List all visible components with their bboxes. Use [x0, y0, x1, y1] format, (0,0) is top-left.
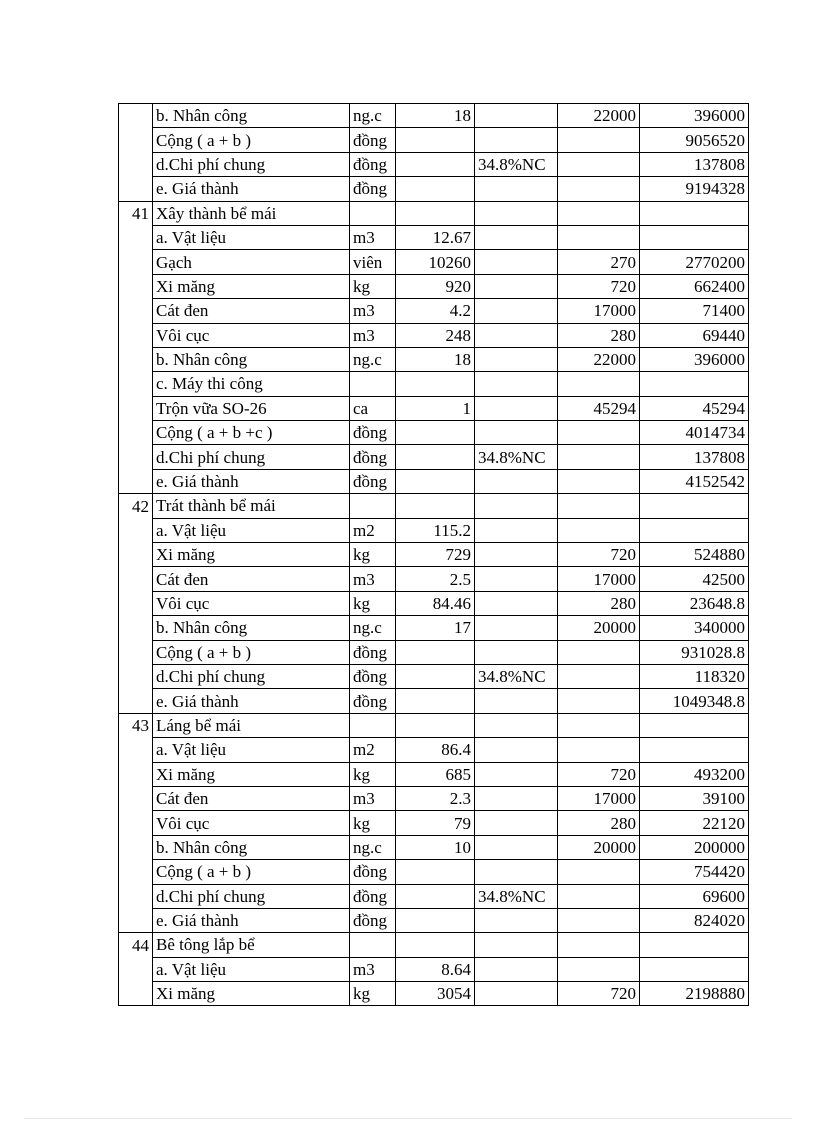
unit-cell: đồng	[350, 421, 396, 445]
item-number-cell	[119, 445, 153, 469]
total-cell: 137808	[640, 152, 749, 176]
item-number-cell	[119, 908, 153, 932]
unit-price-cell: 17000	[558, 786, 640, 810]
item-name-cell: Xi măng	[153, 762, 350, 786]
item-number-cell	[119, 396, 153, 420]
rate-cell	[475, 274, 558, 298]
rate-cell	[475, 201, 558, 225]
total-cell	[640, 494, 749, 518]
unit-price-cell	[558, 225, 640, 249]
unit-cell: ng.c	[350, 104, 396, 128]
unit-price-cell: 17000	[558, 299, 640, 323]
item-name-cell: b. Nhân công	[153, 104, 350, 128]
quantity-cell: 3054	[396, 982, 475, 1006]
item-number-cell	[119, 177, 153, 201]
quantity-cell: 2.3	[396, 786, 475, 810]
total-cell	[640, 713, 749, 737]
total-cell: 137808	[640, 445, 749, 469]
table-body	[119, 104, 749, 1006]
item-name-cell: Láng bể mái	[153, 713, 350, 737]
item-name-cell: d.Chi phí chung	[153, 664, 350, 688]
unit-cell: kg	[350, 591, 396, 615]
unit-price-cell	[558, 908, 640, 932]
item-number-cell: 41	[119, 201, 153, 225]
quantity-cell	[396, 201, 475, 225]
unit-cell	[350, 713, 396, 737]
unit-price-cell: 20000	[558, 835, 640, 859]
table-row	[119, 811, 749, 835]
rate-cell	[475, 543, 558, 567]
rate-cell	[475, 225, 558, 249]
table-row	[119, 689, 749, 713]
rate-cell	[475, 323, 558, 347]
rate-cell: 34.8%NC	[475, 664, 558, 688]
unit-price-cell: 270	[558, 250, 640, 274]
item-number-cell: 42	[119, 494, 153, 518]
total-cell: 824020	[640, 908, 749, 932]
table-row	[119, 884, 749, 908]
item-name-cell: Xây thành bể mái	[153, 201, 350, 225]
total-cell: 4014734	[640, 421, 749, 445]
total-cell	[640, 957, 749, 981]
table-row	[119, 469, 749, 493]
quantity-cell: 248	[396, 323, 475, 347]
quantity-cell: 4.2	[396, 299, 475, 323]
table-row	[119, 786, 749, 810]
total-cell: 45294	[640, 396, 749, 420]
unit-price-cell	[558, 128, 640, 152]
table-row	[119, 494, 749, 518]
unit-price-cell: 22000	[558, 104, 640, 128]
rate-cell	[475, 616, 558, 640]
unit-price-cell	[558, 518, 640, 542]
item-name-cell: Cộng ( a + b )	[153, 128, 350, 152]
item-number-cell	[119, 323, 153, 347]
item-number-cell: 43	[119, 713, 153, 737]
quantity-cell	[396, 152, 475, 176]
total-cell	[640, 225, 749, 249]
rate-cell	[475, 908, 558, 932]
total-cell: 69600	[640, 884, 749, 908]
total-cell	[640, 372, 749, 396]
table-row	[119, 567, 749, 591]
unit-price-cell: 720	[558, 274, 640, 298]
item-name-cell: Vôi cục	[153, 811, 350, 835]
rate-cell: 34.8%NC	[475, 445, 558, 469]
quantity-cell: 2.5	[396, 567, 475, 591]
item-number-cell	[119, 347, 153, 371]
total-cell: 42500	[640, 567, 749, 591]
table-row	[119, 250, 749, 274]
item-number-cell	[119, 835, 153, 859]
quantity-cell: 79	[396, 811, 475, 835]
quantity-cell: 8.64	[396, 957, 475, 981]
unit-cell: ca	[350, 396, 396, 420]
unit-cell: đồng	[350, 664, 396, 688]
unit-price-cell: 45294	[558, 396, 640, 420]
table-row	[119, 860, 749, 884]
unit-cell: kg	[350, 274, 396, 298]
table-row	[119, 152, 749, 176]
quantity-cell	[396, 128, 475, 152]
unit-price-cell: 17000	[558, 567, 640, 591]
unit-price-cell	[558, 494, 640, 518]
unit-cell: m3	[350, 323, 396, 347]
total-cell: 931028.8	[640, 640, 749, 664]
quantity-cell	[396, 494, 475, 518]
quantity-cell: 86.4	[396, 738, 475, 762]
item-name-cell: Xi măng	[153, 982, 350, 1006]
rate-cell	[475, 835, 558, 859]
item-number-cell: 44	[119, 933, 153, 957]
unit-price-cell	[558, 884, 640, 908]
unit-cell: đồng	[350, 908, 396, 932]
rate-cell	[475, 933, 558, 957]
unit-price-cell	[558, 421, 640, 445]
table-row	[119, 177, 749, 201]
total-cell: 340000	[640, 616, 749, 640]
item-name-cell: Cát đen	[153, 299, 350, 323]
quantity-cell	[396, 445, 475, 469]
unit-price-cell	[558, 152, 640, 176]
quantity-cell: 18	[396, 347, 475, 371]
rate-cell: 34.8%NC	[475, 152, 558, 176]
quantity-cell	[396, 908, 475, 932]
table-row	[119, 933, 749, 957]
table-row	[119, 543, 749, 567]
rate-cell	[475, 104, 558, 128]
item-number-cell	[119, 616, 153, 640]
total-cell	[640, 738, 749, 762]
unit-cell: m3	[350, 299, 396, 323]
unit-price-cell	[558, 177, 640, 201]
table-row	[119, 323, 749, 347]
quantity-cell	[396, 860, 475, 884]
unit-cell: đồng	[350, 177, 396, 201]
quantity-cell: 18	[396, 104, 475, 128]
item-number-cell	[119, 884, 153, 908]
unit-price-cell	[558, 738, 640, 762]
rate-cell	[475, 567, 558, 591]
item-number-cell	[119, 274, 153, 298]
item-number-cell	[119, 225, 153, 249]
item-name-cell: Xi măng	[153, 543, 350, 567]
quantity-cell: 685	[396, 762, 475, 786]
unit-price-cell	[558, 689, 640, 713]
quantity-cell: 920	[396, 274, 475, 298]
unit-cell	[350, 201, 396, 225]
table-row	[119, 640, 749, 664]
rate-cell	[475, 250, 558, 274]
unit-cell: ng.c	[350, 616, 396, 640]
unit-price-cell: 22000	[558, 347, 640, 371]
unit-cell: kg	[350, 811, 396, 835]
rate-cell	[475, 299, 558, 323]
quantity-cell: 12.67	[396, 225, 475, 249]
item-name-cell: e. Giá thành	[153, 689, 350, 713]
item-number-cell	[119, 469, 153, 493]
total-cell: 9056520	[640, 128, 749, 152]
rate-cell	[475, 957, 558, 981]
total-cell: 2770200	[640, 250, 749, 274]
item-name-cell: b. Nhân công	[153, 616, 350, 640]
quantity-cell	[396, 469, 475, 493]
quantity-cell	[396, 884, 475, 908]
table-row	[119, 225, 749, 249]
unit-cell: kg	[350, 982, 396, 1006]
unit-price-cell	[558, 860, 640, 884]
quantity-cell: 10	[396, 835, 475, 859]
table-row	[119, 518, 749, 542]
page-bottom-divider	[24, 1118, 792, 1119]
table-row	[119, 982, 749, 1006]
unit-price-cell: 280	[558, 811, 640, 835]
rate-cell	[475, 786, 558, 810]
rate-cell	[475, 494, 558, 518]
item-number-cell	[119, 591, 153, 615]
item-name-cell: b. Nhân công	[153, 347, 350, 371]
unit-price-cell: 720	[558, 982, 640, 1006]
total-cell: 39100	[640, 786, 749, 810]
total-cell: 4152542	[640, 469, 749, 493]
unit-price-cell	[558, 933, 640, 957]
item-name-cell: Xi măng	[153, 274, 350, 298]
item-number-cell	[119, 640, 153, 664]
item-name-cell: e. Giá thành	[153, 177, 350, 201]
total-cell: 396000	[640, 104, 749, 128]
rate-cell	[475, 421, 558, 445]
item-name-cell: Cộng ( a + b )	[153, 640, 350, 664]
quantity-cell	[396, 713, 475, 737]
rate-cell	[475, 762, 558, 786]
item-number-cell	[119, 738, 153, 762]
total-cell: 524880	[640, 543, 749, 567]
quantity-cell: 1	[396, 396, 475, 420]
item-number-cell	[119, 518, 153, 542]
item-number-cell	[119, 567, 153, 591]
table-row	[119, 713, 749, 737]
total-cell: 2198880	[640, 982, 749, 1006]
item-name-cell: Vôi cục	[153, 591, 350, 615]
unit-cell	[350, 494, 396, 518]
table-row	[119, 347, 749, 371]
unit-price-cell: 720	[558, 543, 640, 567]
item-number-cell	[119, 786, 153, 810]
total-cell	[640, 201, 749, 225]
table-row	[119, 762, 749, 786]
rate-cell	[475, 347, 558, 371]
quantity-cell	[396, 421, 475, 445]
item-number-cell	[119, 957, 153, 981]
unit-cell: m3	[350, 567, 396, 591]
rate-cell	[475, 177, 558, 201]
table-row	[119, 616, 749, 640]
table-row	[119, 372, 749, 396]
table-row	[119, 664, 749, 688]
unit-cell	[350, 933, 396, 957]
table-row	[119, 957, 749, 981]
total-cell: 1049348.8	[640, 689, 749, 713]
unit-cell: m2	[350, 738, 396, 762]
quantity-cell	[396, 372, 475, 396]
item-name-cell: c. Máy thi công	[153, 372, 350, 396]
unit-cell: m2	[350, 518, 396, 542]
rate-cell	[475, 591, 558, 615]
quantity-cell	[396, 177, 475, 201]
unit-cell: đồng	[350, 860, 396, 884]
unit-cell: đồng	[350, 469, 396, 493]
unit-cell: m3	[350, 786, 396, 810]
unit-cell: kg	[350, 543, 396, 567]
item-name-cell: Cát đen	[153, 567, 350, 591]
item-name-cell: d.Chi phí chung	[153, 152, 350, 176]
item-name-cell: a. Vật liệu	[153, 518, 350, 542]
total-cell: 9194328	[640, 177, 749, 201]
total-cell: 22120	[640, 811, 749, 835]
table-row	[119, 738, 749, 762]
unit-price-cell	[558, 469, 640, 493]
total-cell: 69440	[640, 323, 749, 347]
rate-cell	[475, 811, 558, 835]
unit-cell: đồng	[350, 689, 396, 713]
item-number-cell	[119, 811, 153, 835]
rate-cell	[475, 128, 558, 152]
table-row	[119, 421, 749, 445]
rate-cell	[475, 396, 558, 420]
table-row	[119, 201, 749, 225]
total-cell: 71400	[640, 299, 749, 323]
item-number-cell	[119, 128, 153, 152]
rate-cell: 34.8%NC	[475, 884, 558, 908]
quantity-cell	[396, 640, 475, 664]
total-cell: 118320	[640, 664, 749, 688]
item-name-cell: Trát thành bể mái	[153, 494, 350, 518]
rate-cell	[475, 372, 558, 396]
item-name-cell: b. Nhân công	[153, 835, 350, 859]
rate-cell	[475, 518, 558, 542]
table-row	[119, 908, 749, 932]
item-name-cell: Vôi cục	[153, 323, 350, 347]
item-name-cell: Cát đen	[153, 786, 350, 810]
unit-price-cell: 280	[558, 323, 640, 347]
item-number-cell	[119, 860, 153, 884]
quantity-cell	[396, 933, 475, 957]
unit-price-cell	[558, 957, 640, 981]
item-number-cell	[119, 664, 153, 688]
total-cell: 23648.8	[640, 591, 749, 615]
item-name-cell: Bê tông lắp bể	[153, 933, 350, 957]
rate-cell	[475, 689, 558, 713]
item-name-cell: a. Vật liệu	[153, 957, 350, 981]
unit-cell: m3	[350, 957, 396, 981]
total-cell	[640, 933, 749, 957]
item-number-cell	[119, 372, 153, 396]
total-cell: 754420	[640, 860, 749, 884]
item-number-cell	[119, 421, 153, 445]
quantity-cell: 115.2	[396, 518, 475, 542]
item-name-cell: e. Giá thành	[153, 469, 350, 493]
quantity-cell	[396, 689, 475, 713]
item-number-cell	[119, 762, 153, 786]
item-number-cell	[119, 689, 153, 713]
item-name-cell: e. Giá thành	[153, 908, 350, 932]
unit-price-cell: 720	[558, 762, 640, 786]
rate-cell	[475, 640, 558, 664]
table-row	[119, 299, 749, 323]
unit-cell: đồng	[350, 640, 396, 664]
rate-cell	[475, 860, 558, 884]
unit-price-cell: 20000	[558, 616, 640, 640]
cost-estimate-table	[118, 103, 749, 1006]
quantity-cell: 84.46	[396, 591, 475, 615]
total-cell	[640, 518, 749, 542]
item-name-cell: a. Vật liệu	[153, 738, 350, 762]
item-number-cell	[119, 982, 153, 1006]
item-name-cell: Gạch	[153, 250, 350, 274]
table-row	[119, 445, 749, 469]
unit-cell: ng.c	[350, 835, 396, 859]
unit-price-cell	[558, 713, 640, 737]
rate-cell	[475, 713, 558, 737]
unit-price-cell	[558, 640, 640, 664]
table-row	[119, 396, 749, 420]
item-name-cell: a. Vật liệu	[153, 225, 350, 249]
item-number-cell	[119, 543, 153, 567]
quantity-cell: 17	[396, 616, 475, 640]
table-row	[119, 104, 749, 128]
item-number-cell	[119, 250, 153, 274]
total-cell: 662400	[640, 274, 749, 298]
unit-cell: đồng	[350, 128, 396, 152]
unit-cell: ng.c	[350, 347, 396, 371]
total-cell: 493200	[640, 762, 749, 786]
table-row	[119, 128, 749, 152]
quantity-cell: 10260	[396, 250, 475, 274]
item-name-cell: Cộng ( a + b )	[153, 860, 350, 884]
table-row	[119, 835, 749, 859]
item-name-cell: Cộng ( a + b +c )	[153, 421, 350, 445]
unit-cell: đồng	[350, 152, 396, 176]
unit-price-cell: 280	[558, 591, 640, 615]
item-number-cell	[119, 104, 153, 128]
unit-price-cell	[558, 372, 640, 396]
unit-cell: viên	[350, 250, 396, 274]
total-cell: 200000	[640, 835, 749, 859]
unit-price-cell	[558, 664, 640, 688]
item-number-cell	[119, 152, 153, 176]
rate-cell	[475, 469, 558, 493]
quantity-cell	[396, 664, 475, 688]
unit-price-cell	[558, 445, 640, 469]
item-name-cell: d.Chi phí chung	[153, 884, 350, 908]
item-name-cell: d.Chi phí chung	[153, 445, 350, 469]
item-number-cell	[119, 299, 153, 323]
quantity-cell: 729	[396, 543, 475, 567]
table-row	[119, 274, 749, 298]
rate-cell	[475, 982, 558, 1006]
unit-cell: đồng	[350, 445, 396, 469]
unit-cell: kg	[350, 762, 396, 786]
unit-price-cell	[558, 201, 640, 225]
item-name-cell: Trộn vữa SO-26	[153, 396, 350, 420]
unit-cell: m3	[350, 225, 396, 249]
unit-cell: đồng	[350, 884, 396, 908]
table-row	[119, 591, 749, 615]
unit-cell	[350, 372, 396, 396]
rate-cell	[475, 738, 558, 762]
total-cell: 396000	[640, 347, 749, 371]
